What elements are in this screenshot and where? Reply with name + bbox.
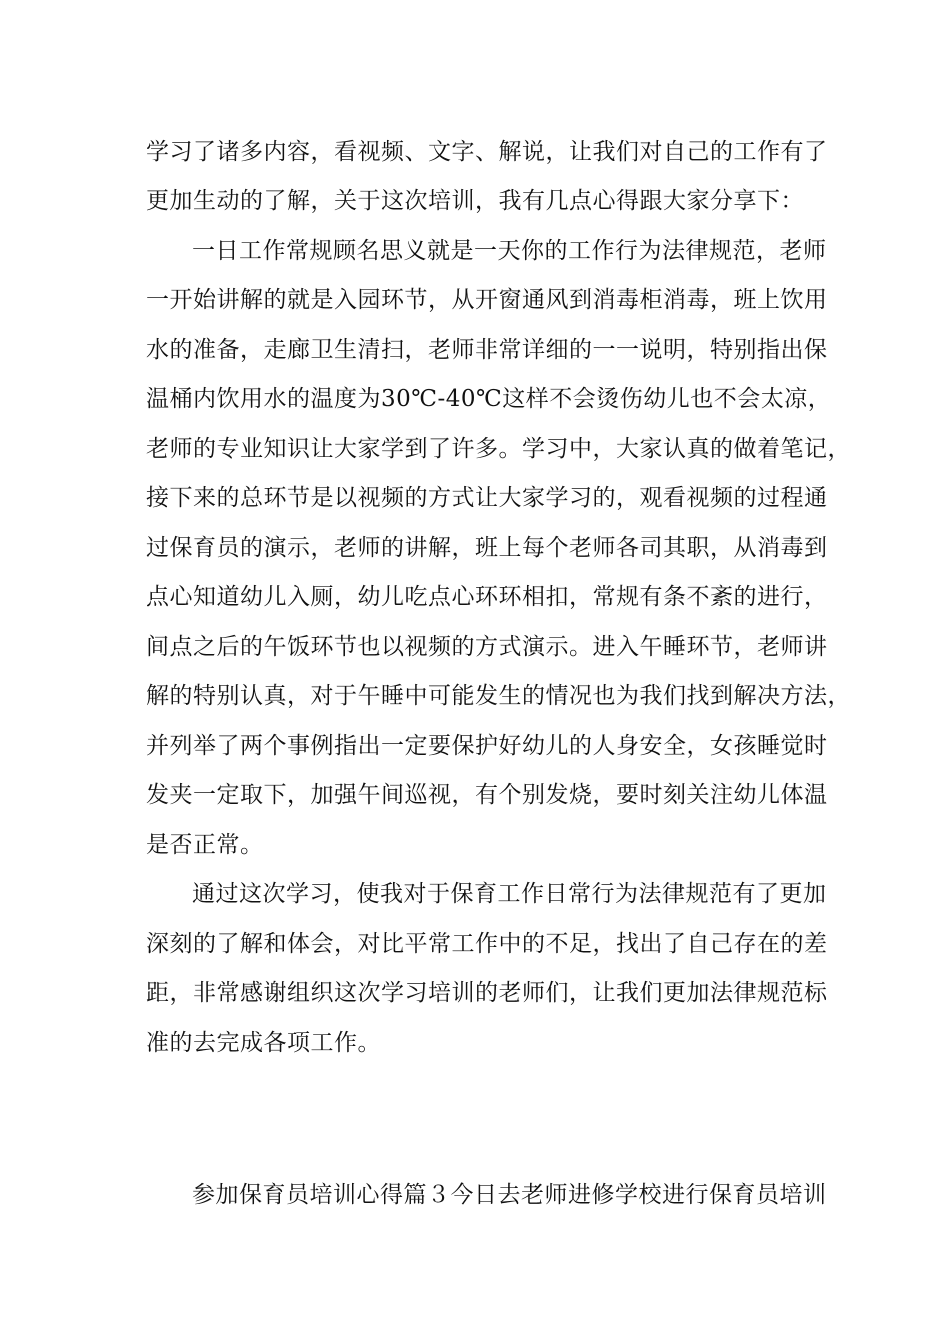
text-line: 更加生动的了解，关于这次培训，我有几点心得跟大家分享下： (146, 188, 804, 214)
text-line: 一开始讲解的就是入园环节，从开窗通风到消毒柜消毒，班上饮用 (146, 287, 828, 313)
paragraph-start-line: 一日工作常规顾名思义就是一天你的工作行为法律规范，老师 (192, 238, 827, 264)
text-line: 点心知道幼儿入厕，幼儿吃点心环环相扣，常规有条不紊的进行， (146, 584, 828, 610)
section-heading-line: 参加保育员培训心得篇３今日去老师进修学校进行保育员培训 (192, 1182, 827, 1208)
text-line: 学习了诸多内容，看视频、文字、解说，让我们对自己的工作有了 (146, 139, 828, 165)
text-line: 解的特别认真，对于午睡中可能发生的情况也为我们找到解决方法， (146, 683, 851, 709)
text-line: 深刻的了解和体会，对比平常工作中的不足，找出了自己存在的差 (146, 931, 828, 957)
paragraph-start-line: 通过这次学习，使我对于保育工作日常行为法律规范有了更加 (192, 881, 827, 907)
text-line: 发夹一定取下，加强午间巡视，有个别发烧，要时刻关注幼儿体温 (146, 782, 828, 808)
text-line: 准的去完成各项工作。 (146, 1030, 381, 1056)
text-line: 过保育员的演示，老师的讲解，班上每个老师各司其职，从消毒到 (146, 535, 828, 561)
text-line: 老师的专业知识让大家学到了许多。学习中，大家认真的做着笔记， (146, 436, 851, 462)
text-line: 是否正常。 (146, 832, 264, 858)
text-line: 接下来的总环节是以视频的方式让大家学习的，观看视频的过程通 (146, 485, 828, 511)
text-line: 水的准备，走廊卫生清扫，老师非常详细的一一说明，特别指出保 (146, 337, 828, 363)
text-line: 距，非常感谢组织这次学习培训的老师们，让我们更加法律规范标 (146, 980, 828, 1006)
text-line: 并列举了两个事例指出一定要保护好幼儿的人身安全，女孩睡觉时 (146, 733, 828, 759)
text-line: 温桶内饮用水的温度为30℃-40℃这样不会烫伤幼儿也不会太凉， (146, 386, 832, 412)
text-line: 间点之后的午饭环节也以视频的方式演示。进入午睡环节，老师讲 (146, 634, 828, 660)
